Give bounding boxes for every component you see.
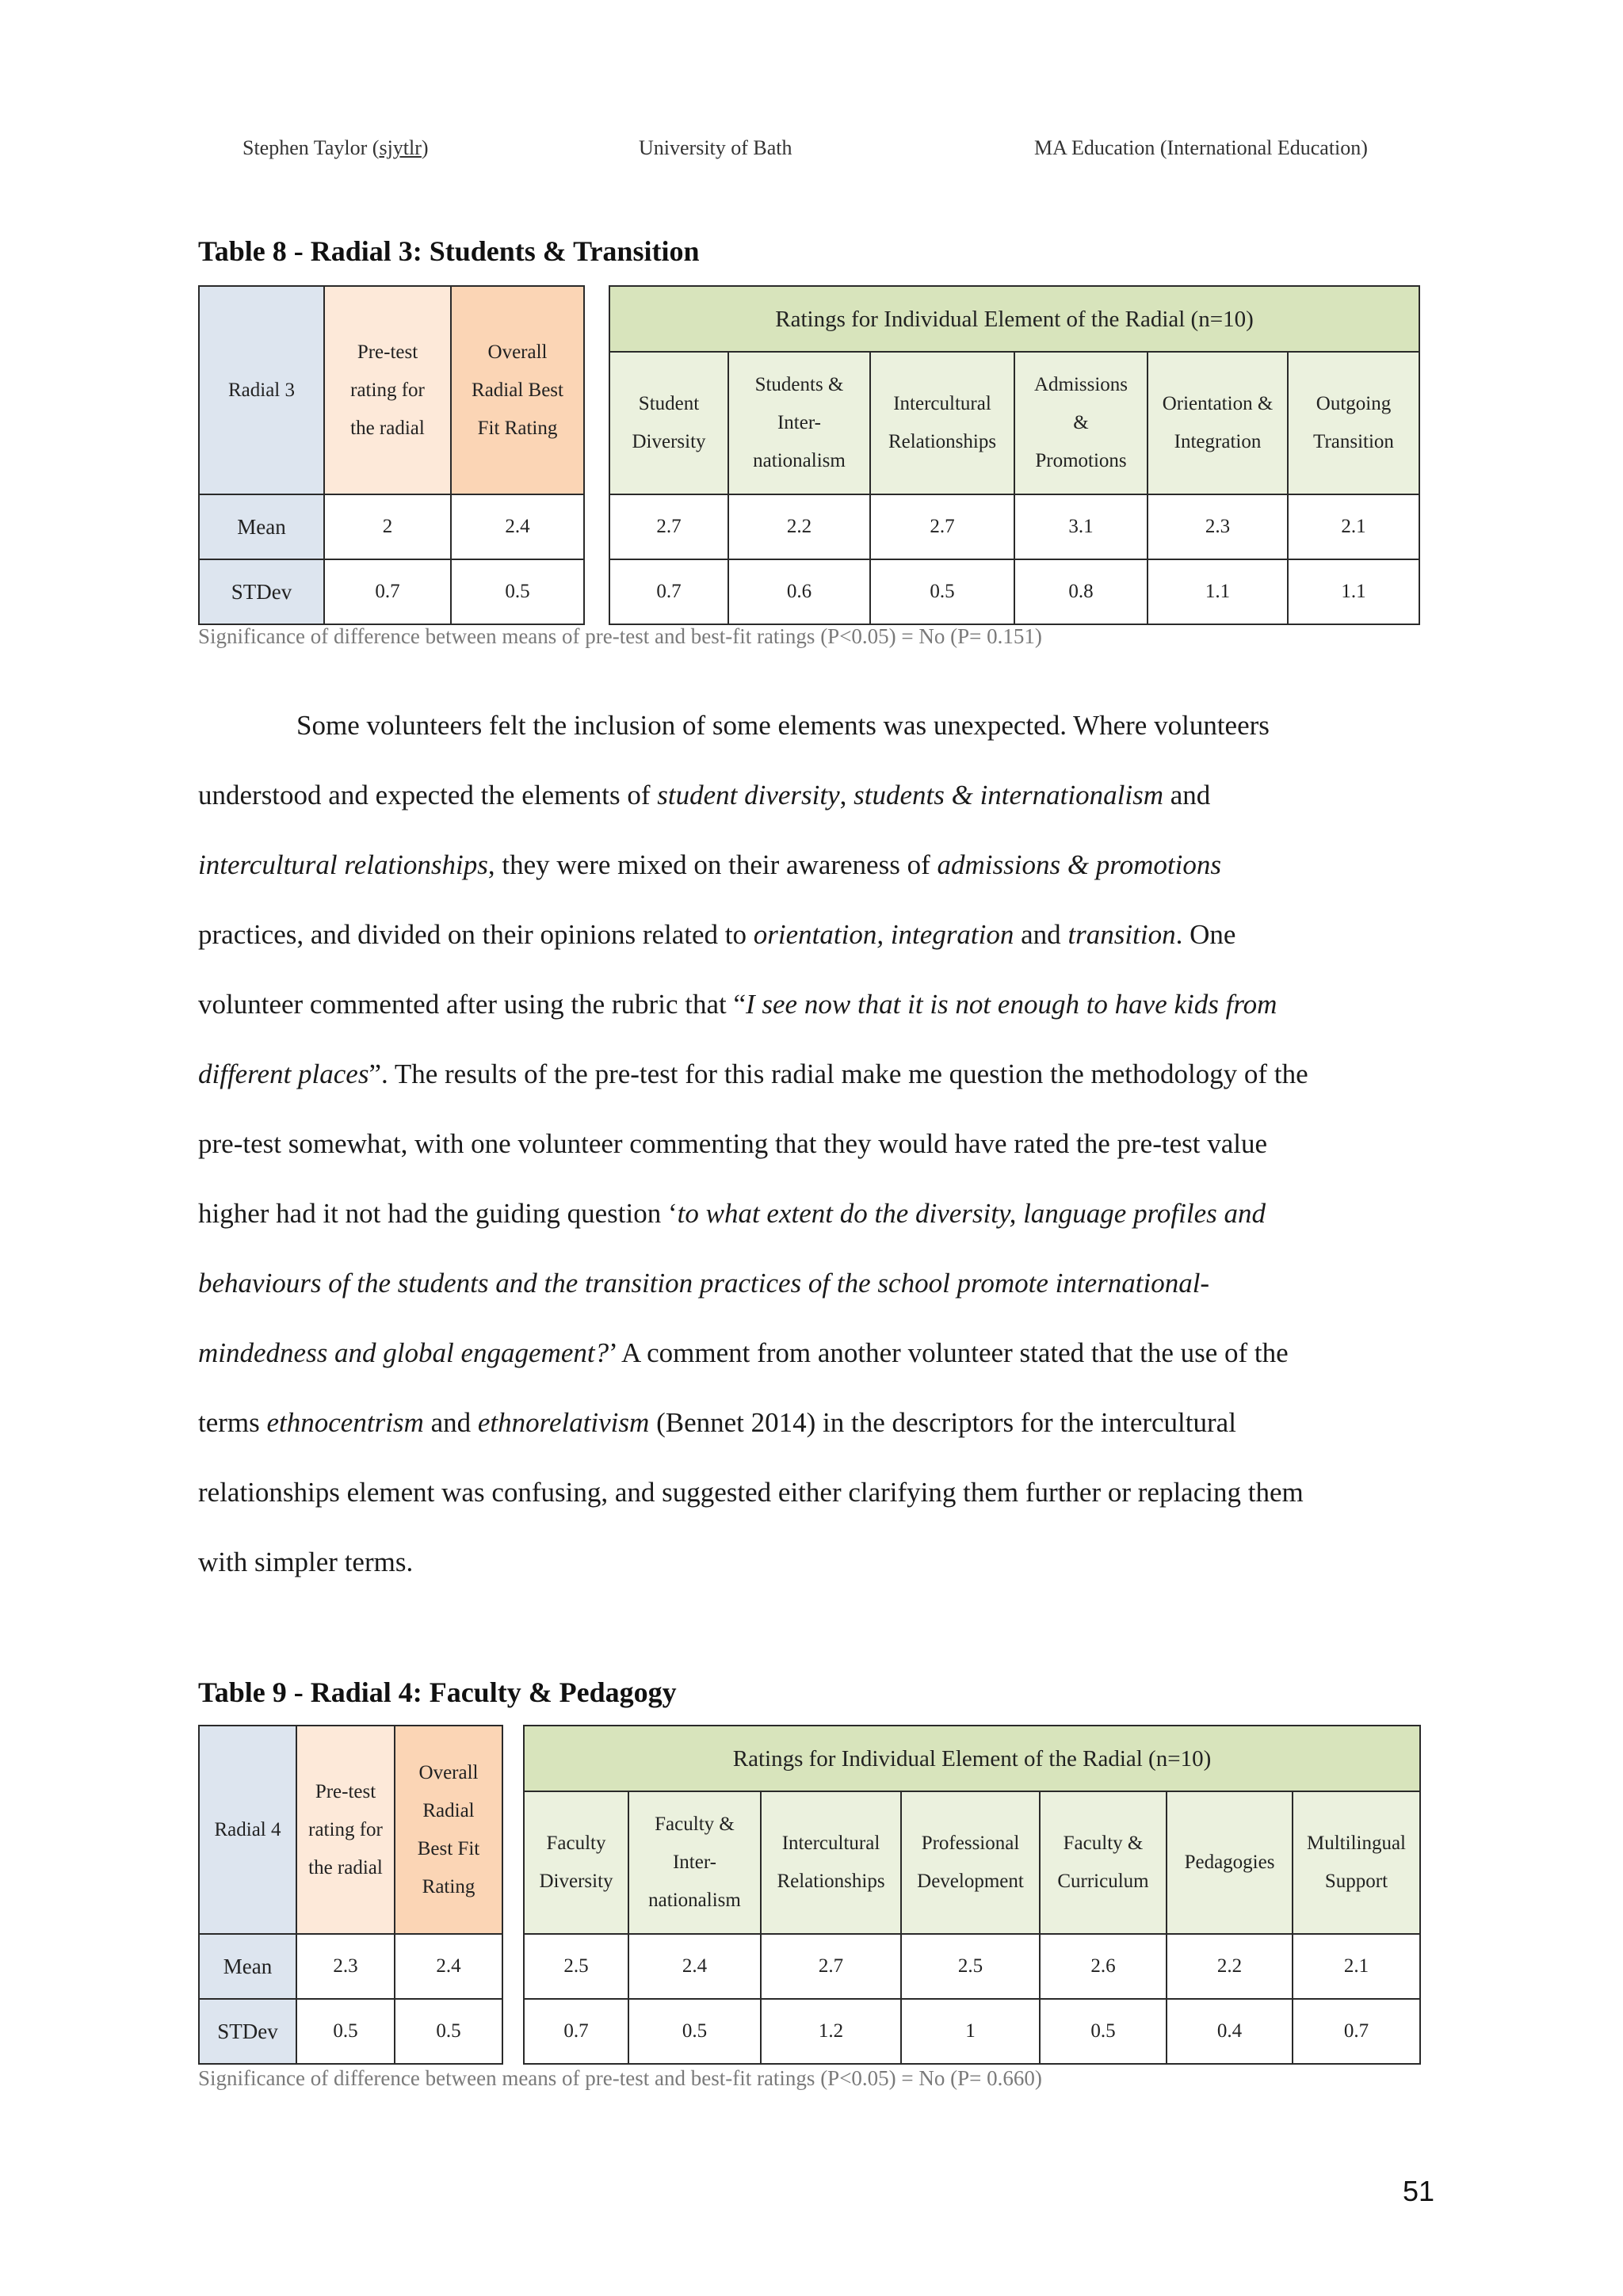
element-value: 1.1 (1288, 559, 1419, 624)
element-header-line: Faculty & (1063, 1833, 1144, 1854)
element-header-line: Professional (921, 1833, 1020, 1854)
italic-text: transition (1067, 919, 1176, 950)
element-header-line: Pedagogies (1184, 1852, 1275, 1873)
element-header-line: Relationships (888, 431, 997, 452)
table-gap (584, 494, 609, 559)
table8-element-header (870, 352, 1014, 494)
element-value: 2.6 (1040, 1934, 1167, 1999)
pretest-value: 2 (324, 494, 451, 559)
pretest-value: 2.3 (296, 1934, 395, 1999)
table8-element-header (1014, 352, 1148, 494)
italic-text: ethnorelativism (477, 1407, 650, 1438)
table8-row-mean (199, 494, 1419, 559)
header-line: the radial (350, 417, 425, 439)
header-line: Overall (418, 1761, 479, 1783)
paragraph-line (198, 1128, 1434, 1198)
italic-text: I see now that it is not enough to have kids from (746, 989, 1277, 1020)
paragraph-line (198, 1547, 1434, 1616)
element-header-line: nationalism (648, 1890, 741, 1911)
header-line: rating for (308, 1818, 383, 1840)
element-value: 2.7 (761, 1934, 901, 1999)
text-run: . One (1175, 919, 1236, 950)
table-gap (502, 1934, 524, 1999)
element-header-line: Development (917, 1871, 1024, 1892)
element-value: 2.1 (1288, 494, 1419, 559)
element-value: 0.8 (1014, 559, 1148, 624)
element-header-line: Integration (1174, 431, 1262, 452)
header-line: Rating (422, 1875, 475, 1897)
table9-element-header (628, 1791, 761, 1934)
element-value: 1.2 (761, 1999, 901, 2064)
italic-text: different places (198, 1058, 369, 1089)
table9-element-header (1293, 1791, 1420, 1934)
table8 (198, 285, 1420, 625)
overall-value: 0.5 (451, 559, 584, 624)
table9-element-header (1167, 1791, 1293, 1934)
text-run: higher had it not had the guiding question ‘ (198, 1198, 678, 1229)
text-run: with simpler terms. (198, 1547, 414, 1577)
header-line: Overall (487, 341, 548, 363)
header-line: Pre-test (357, 341, 418, 363)
overall-value: 2.4 (395, 1934, 502, 1999)
text-run: , (839, 780, 854, 810)
table8-element-header (1288, 352, 1419, 494)
author-id: sjytlr (379, 136, 422, 159)
page-number: 51 (1403, 2175, 1435, 2207)
paragraph-line (198, 780, 1434, 849)
table9-significance: Significance of difference between means of pre-test and best-fit ratings (P<0.05) = No (P= 0.660) (198, 2066, 1042, 2090)
element-header-line: Student (638, 393, 700, 414)
overall-value: 2.4 (451, 494, 584, 559)
header-line: Radial Best (472, 379, 563, 401)
table8-caption: Table 8 - Radial 3: Students & Transition (198, 235, 700, 267)
header-line: Radial (422, 1799, 475, 1821)
header-line: Fit Rating (477, 417, 558, 439)
table8-radial-label: Radial 3 (199, 286, 324, 494)
element-header-line: Admissions (1033, 374, 1128, 395)
paragraph-line (198, 1407, 1434, 1477)
header-author: Stephen Taylor (sjytlr) (242, 136, 429, 159)
element-header-line: Diversity (632, 431, 706, 452)
paragraph-line (198, 710, 1434, 780)
element-header-line: Relationships (777, 1871, 885, 1892)
header-line: Best Fit (417, 1837, 480, 1859)
element-value: 0.7 (1293, 1999, 1420, 2064)
text-run: pre-test somewhat, with one volunteer commenting that they would have rated the pre-test value (198, 1128, 1268, 1159)
header-programme: MA Education (International Education) (1034, 136, 1368, 159)
element-header-line: Orientation & (1162, 393, 1274, 414)
table8-gap (584, 286, 609, 494)
element-header-line: Diversity (539, 1871, 613, 1892)
element-value: 2.5 (524, 1934, 628, 1999)
italic-text: admissions & promotions (937, 849, 1221, 880)
element-header-line: Support (1324, 1871, 1388, 1892)
paragraph-line (198, 1477, 1434, 1547)
element-header-line: Students & (754, 374, 844, 395)
paragraph-line (198, 919, 1434, 989)
element-value: 2.3 (1148, 494, 1288, 559)
element-value: 0.7 (609, 559, 728, 624)
row-label: Mean (199, 494, 324, 559)
text-run: , they were mixed on their awareness of (487, 849, 938, 880)
overall-value: 0.5 (395, 1999, 502, 2064)
element-value: 2.1 (1293, 1934, 1420, 1999)
header-line: the radial (308, 1856, 383, 1878)
text-run: and (1014, 919, 1068, 950)
italic-text: to what extent do the diversity, language profiles and (677, 1198, 1266, 1229)
element-header-line: Curriculum (1057, 1871, 1149, 1892)
element-value: 1.1 (1148, 559, 1288, 624)
paragraph-line (198, 1337, 1434, 1407)
table8-element-header (609, 352, 728, 494)
table9-gap (502, 1726, 524, 1934)
table-gap (502, 1999, 524, 2064)
table9 (198, 1725, 1421, 2065)
table9-element-header (901, 1791, 1040, 1934)
pretest-value: 0.5 (296, 1999, 395, 2064)
element-header-line: Faculty (546, 1833, 606, 1854)
table9-element-header (524, 1791, 628, 1934)
table9-element-header (1040, 1791, 1167, 1934)
element-header-line: Inter- (672, 1852, 717, 1873)
body-paragraph (198, 710, 1434, 1616)
element-header-line: Multilingual (1307, 1833, 1406, 1854)
table8-overall-header (451, 286, 584, 494)
paragraph-line (198, 989, 1434, 1058)
header-institution: University of Bath (639, 136, 792, 159)
element-header-line: & (1073, 412, 1089, 433)
table9-group-header: Ratings for Individual Element of the Radial (n=10) (524, 1726, 1420, 1791)
table9-caption: Table 9 - Radial 4: Faculty & Pedagogy (198, 1676, 677, 1708)
element-header-line: Outgoing (1316, 393, 1392, 414)
row-label: STDev (199, 1999, 296, 2064)
table8-element-header (728, 352, 870, 494)
element-header-line: Intercultural (893, 393, 991, 414)
element-value: 0.5 (628, 1999, 761, 2064)
italic-text: orientation, integration (753, 919, 1014, 950)
element-header-line: Intercultural (781, 1833, 880, 1854)
text-run: and (423, 1407, 478, 1438)
element-value: 0.5 (870, 559, 1014, 624)
element-value: 0.5 (1040, 1999, 1167, 2064)
table9-row-stdev (199, 1999, 1420, 2064)
header-line: Pre-test (315, 1780, 376, 1802)
table8-significance: Significance of difference between means of pre-test and best-fit ratings (P<0.05) = No (P= 0.151) (198, 624, 1042, 648)
element-value: 2.7 (609, 494, 728, 559)
italic-text: mindedness and global engagement? (198, 1337, 609, 1368)
table8-pretest-header (324, 286, 451, 494)
paragraph-line (198, 849, 1434, 919)
header-line: rating for (350, 379, 425, 401)
element-value: 2.4 (628, 1934, 761, 1999)
text-run: ”. The results of the pre-test for this radial make me question the methodology of the (369, 1058, 1308, 1089)
element-value: 0.7 (524, 1999, 628, 2064)
element-value: 2.7 (870, 494, 1014, 559)
italic-text: student diversity (657, 780, 840, 810)
text-run: relationships element was confusing, and suggested either clarifying them further or replacing them (198, 1477, 1304, 1508)
text-run: practices, and divided on their opinions related to (198, 919, 754, 950)
table8-row-stdev (199, 559, 1419, 624)
text-run: ’ A comment from another volunteer stated that the use of the (609, 1337, 1289, 1368)
text-run: volunteer commented after using the rubric that “ (198, 989, 746, 1020)
table9-element-header (761, 1791, 901, 1934)
element-value: 2.5 (901, 1934, 1040, 1999)
text-run: (Bennet 2014) in the descriptors for the intercultural (649, 1407, 1236, 1438)
element-header-line: Promotions (1035, 450, 1127, 471)
italic-text: students & internationalism (854, 780, 1163, 810)
table9-overall-header (395, 1726, 502, 1934)
element-value: 3.1 (1014, 494, 1148, 559)
paragraph-line (198, 1198, 1434, 1268)
italic-text: intercultural relationships (198, 849, 488, 880)
row-label: Mean (199, 1934, 296, 1999)
table8-group-header: Ratings for Individual Element of the Radial (n=10) (609, 286, 1419, 352)
element-value: 1 (901, 1999, 1040, 2064)
table8-element-header (1148, 352, 1288, 494)
paragraph-line (198, 1058, 1434, 1128)
table9-pretest-header (296, 1726, 395, 1934)
element-value: 2.2 (1167, 1934, 1293, 1999)
table9-radial-label: Radial 4 (199, 1726, 296, 1934)
table-gap (584, 559, 609, 624)
element-value: 0.6 (728, 559, 870, 624)
element-value: 2.2 (728, 494, 870, 559)
italic-text: behaviours of the students and the transition practices of the school promote international- (198, 1268, 1210, 1299)
text-run: Some volunteers felt the inclusion of some elements was unexpected. Where volunteers (296, 710, 1270, 741)
text-run: and (1163, 780, 1211, 810)
element-value: 0.4 (1167, 1999, 1293, 2064)
element-header-line: Inter- (777, 412, 822, 433)
pretest-value: 0.7 (324, 559, 451, 624)
element-header-line: Transition (1313, 431, 1394, 452)
italic-text: ethnocentrism (266, 1407, 424, 1438)
text-run: understood and expected the elements of (198, 780, 658, 810)
element-header-line: nationalism (753, 450, 846, 471)
paragraph-line (198, 1268, 1434, 1337)
text-run: terms (198, 1407, 267, 1438)
row-label: STDev (199, 559, 324, 624)
table9-row-mean (199, 1934, 1420, 1999)
element-header-line: Faculty & (655, 1814, 735, 1835)
